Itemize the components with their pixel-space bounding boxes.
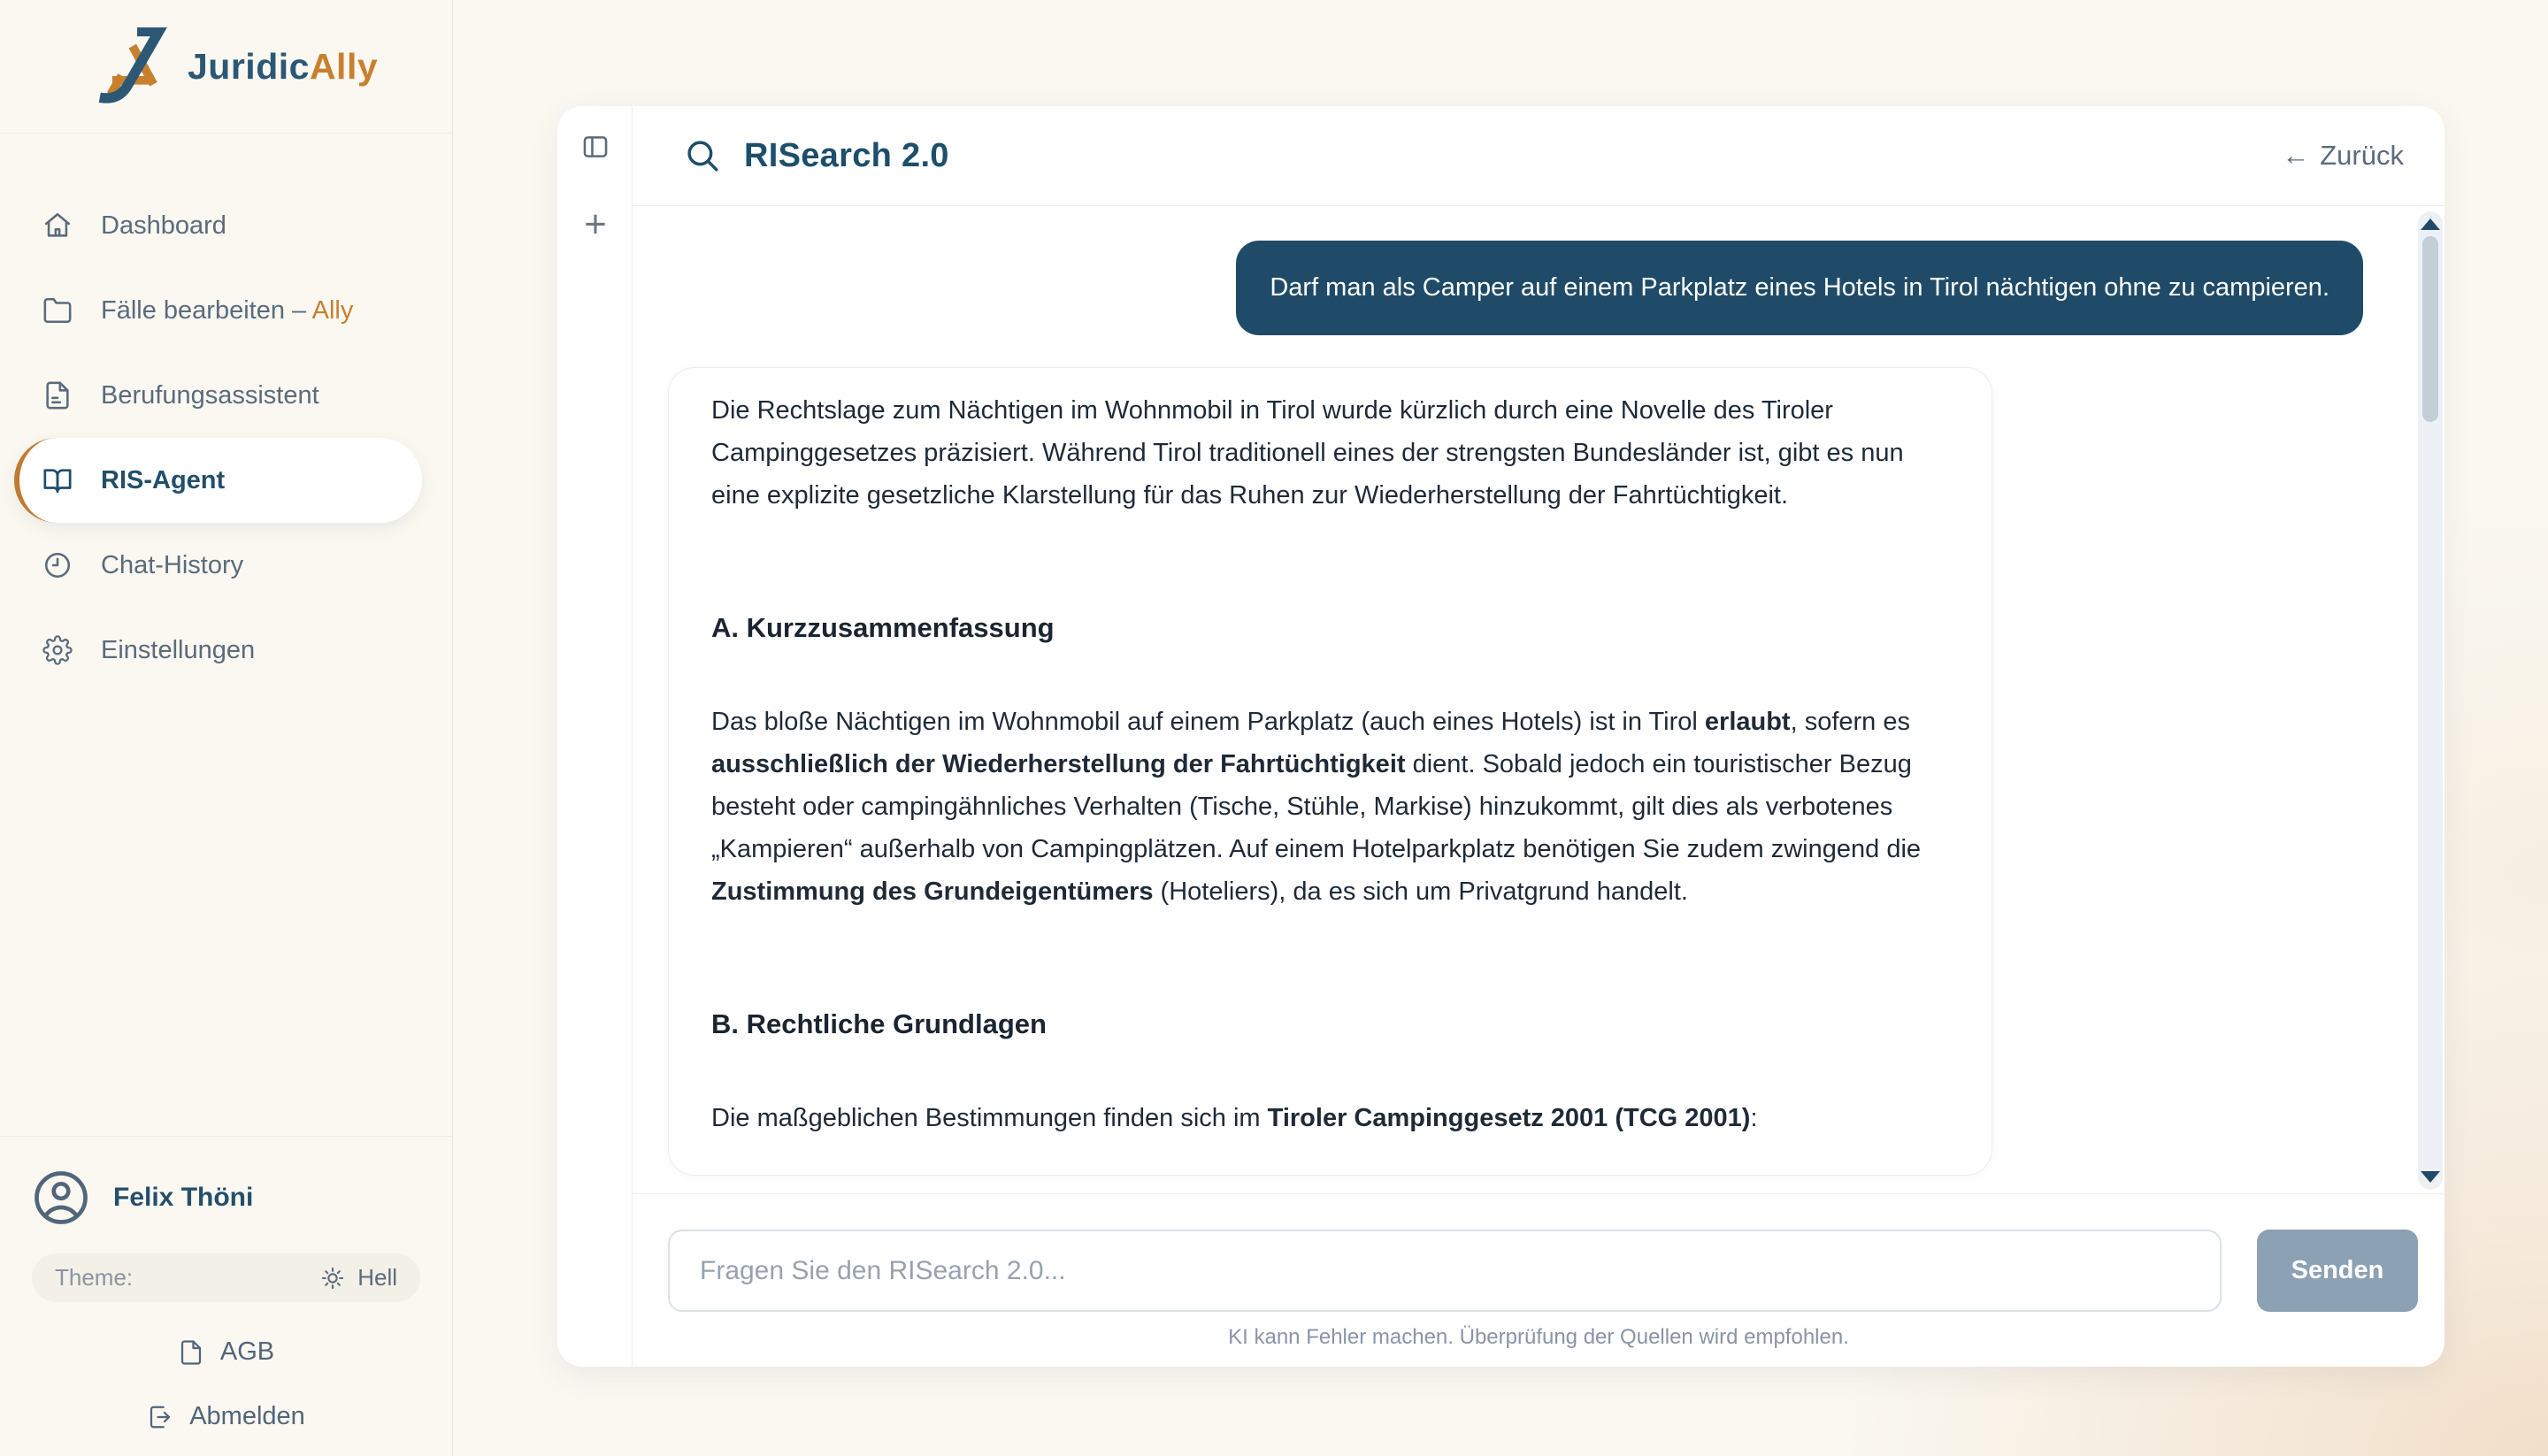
- sidebar-item-einstellungen[interactable]: [14, 608, 422, 693]
- sidebar-footer: [0, 1136, 452, 1456]
- sidebar-item-label: Dashboard: [101, 211, 226, 240]
- theme-value: Hell: [357, 1264, 397, 1291]
- sidebar-item-chat-history[interactable]: [14, 523, 422, 608]
- brand-logo: [0, 0, 452, 134]
- send-button[interactable]: Senden: [2257, 1230, 2418, 1312]
- agb-label: AGB: [219, 1337, 275, 1366]
- user-message-row: [633, 206, 2444, 335]
- logout-button[interactable]: [0, 1402, 452, 1431]
- folder-icon: [42, 295, 73, 326]
- sidebar-toggle-button[interactable]: [579, 130, 612, 164]
- page-title: RISearch 2.0: [744, 136, 949, 174]
- document-icon: [42, 380, 73, 410]
- file-icon: [178, 1339, 204, 1366]
- back-button[interactable]: [2282, 140, 2404, 172]
- sun-icon: [320, 1266, 345, 1291]
- back-label: Zurück: [2320, 140, 2404, 171]
- user-name: Felix Thöni: [113, 1183, 254, 1212]
- sidebar-item-berufungsassistent[interactable]: [14, 353, 422, 438]
- theme-value-group: [320, 1264, 397, 1291]
- brand-logo-mark-icon: [92, 27, 170, 105]
- new-chat-button[interactable]: [579, 203, 612, 246]
- sidebar-item-label: RIS-Agent: [101, 465, 226, 494]
- assistant-paragraph: Die Rechtslage zum Nächtigen im Wohnmobil in Tirol wurde kürzlich durch eine Novelle des Tiroler Campinggesetzes präzisiert. Während Tirol traditionell eines der strengsten Bundesländer ist, gibt es nun eine explizite gesetzliche Klarstellung für das Ruhen zur Wiederherstellung der Fahrtüchtigkeit.: [711, 395, 1904, 510]
- sidebar-item-label: Chat-History: [101, 550, 244, 579]
- brand-name: JuridicAlly: [188, 45, 379, 87]
- user-message-bubble: Darf man als Camper auf einem Parkplatz eines Hotels in Tirol nächtigen ohne zu campieren.: [1236, 241, 2363, 335]
- theme-toggle[interactable]: [32, 1253, 420, 1302]
- assistant-message: [668, 367, 1992, 1176]
- ai-disclaimer: KI kann Fehler machen. Überprüfung der Quellen wird empfohlen.: [1228, 1325, 1849, 1349]
- chat-area: [633, 206, 2444, 1193]
- panel-header: [633, 106, 2444, 206]
- assistant-heading: B. Rechtliche Grundlagen: [711, 1008, 1047, 1040]
- user-profile: [0, 1137, 452, 1227]
- composer: [633, 1193, 2444, 1367]
- scrollbar-thumb[interactable]: [2422, 236, 2438, 422]
- assistant-paragraph: Das bloße Nächtigen im Wohnmobil auf einem Parkplatz (auch eines Hotels) ist in Tirol erlaubt, sofern es ausschließlich der Wiederherstellung der Fahrtüchtigkeit dient. Sobald jedoch ein touristischer Bezug besteht oder campingähnliches Verhalten (Tische, Stühle, Markise) hinzukommt, gilt dies als verbotenes „Kampieren“ außerhalb von Campingplätzen. Auf einem Hotelparkplatz benötigen Sie zudem zwingend die Zustimmung des Grundeigentümers (Hoteliers), da es sich um Privatgrund handelt.: [711, 707, 1922, 907]
- risearch-panel: [557, 106, 2444, 1367]
- avatar-icon: [32, 1169, 90, 1227]
- sidebar-item-label: Berufungsassistent: [101, 380, 319, 410]
- logout-icon: [147, 1404, 173, 1430]
- sidebar-item-label: Fälle bearbeiten – Ally: [101, 295, 354, 325]
- chat-input[interactable]: [668, 1230, 2222, 1312]
- sidebar: [0, 0, 453, 1456]
- sidebar-item-label: Einstellungen: [101, 635, 256, 664]
- sidebar-item-label-accent: Ally: [311, 295, 354, 325]
- sidebar-item-ris-agent[interactable]: [14, 438, 422, 523]
- back-arrow-icon: ←: [2282, 140, 2310, 171]
- scroll-down-arrow-icon[interactable]: [2421, 1171, 2440, 1183]
- logout-label: Abmelden: [189, 1402, 305, 1430]
- search-icon: [684, 137, 721, 174]
- agb-link[interactable]: [0, 1337, 452, 1367]
- panel-toggle-icon: [580, 132, 610, 162]
- panel-content: [633, 106, 2444, 1367]
- home-icon: [42, 211, 73, 241]
- book-open-icon: [42, 465, 73, 495]
- sidebar-item-faelle-bearbeiten[interactable]: [14, 268, 422, 353]
- sidebar-nav: [0, 134, 452, 693]
- assistant-paragraph: Die maßgeblichen Bestimmungen finden sich im Tiroler Campinggesetz 2001 (TCG 2001):: [711, 1103, 1758, 1132]
- scroll-up-arrow-icon[interactable]: [2421, 218, 2440, 230]
- plus-icon: +: [584, 203, 607, 246]
- clock-icon: [42, 550, 73, 580]
- gear-icon: [42, 635, 73, 665]
- theme-label: Theme:: [55, 1264, 134, 1291]
- assistant-heading: A. Kurzzusammenfassung: [711, 612, 1055, 644]
- panel-rail: [557, 106, 633, 1367]
- chat-scrollbar[interactable]: [2418, 211, 2443, 1190]
- sidebar-item-dashboard[interactable]: [14, 183, 422, 268]
